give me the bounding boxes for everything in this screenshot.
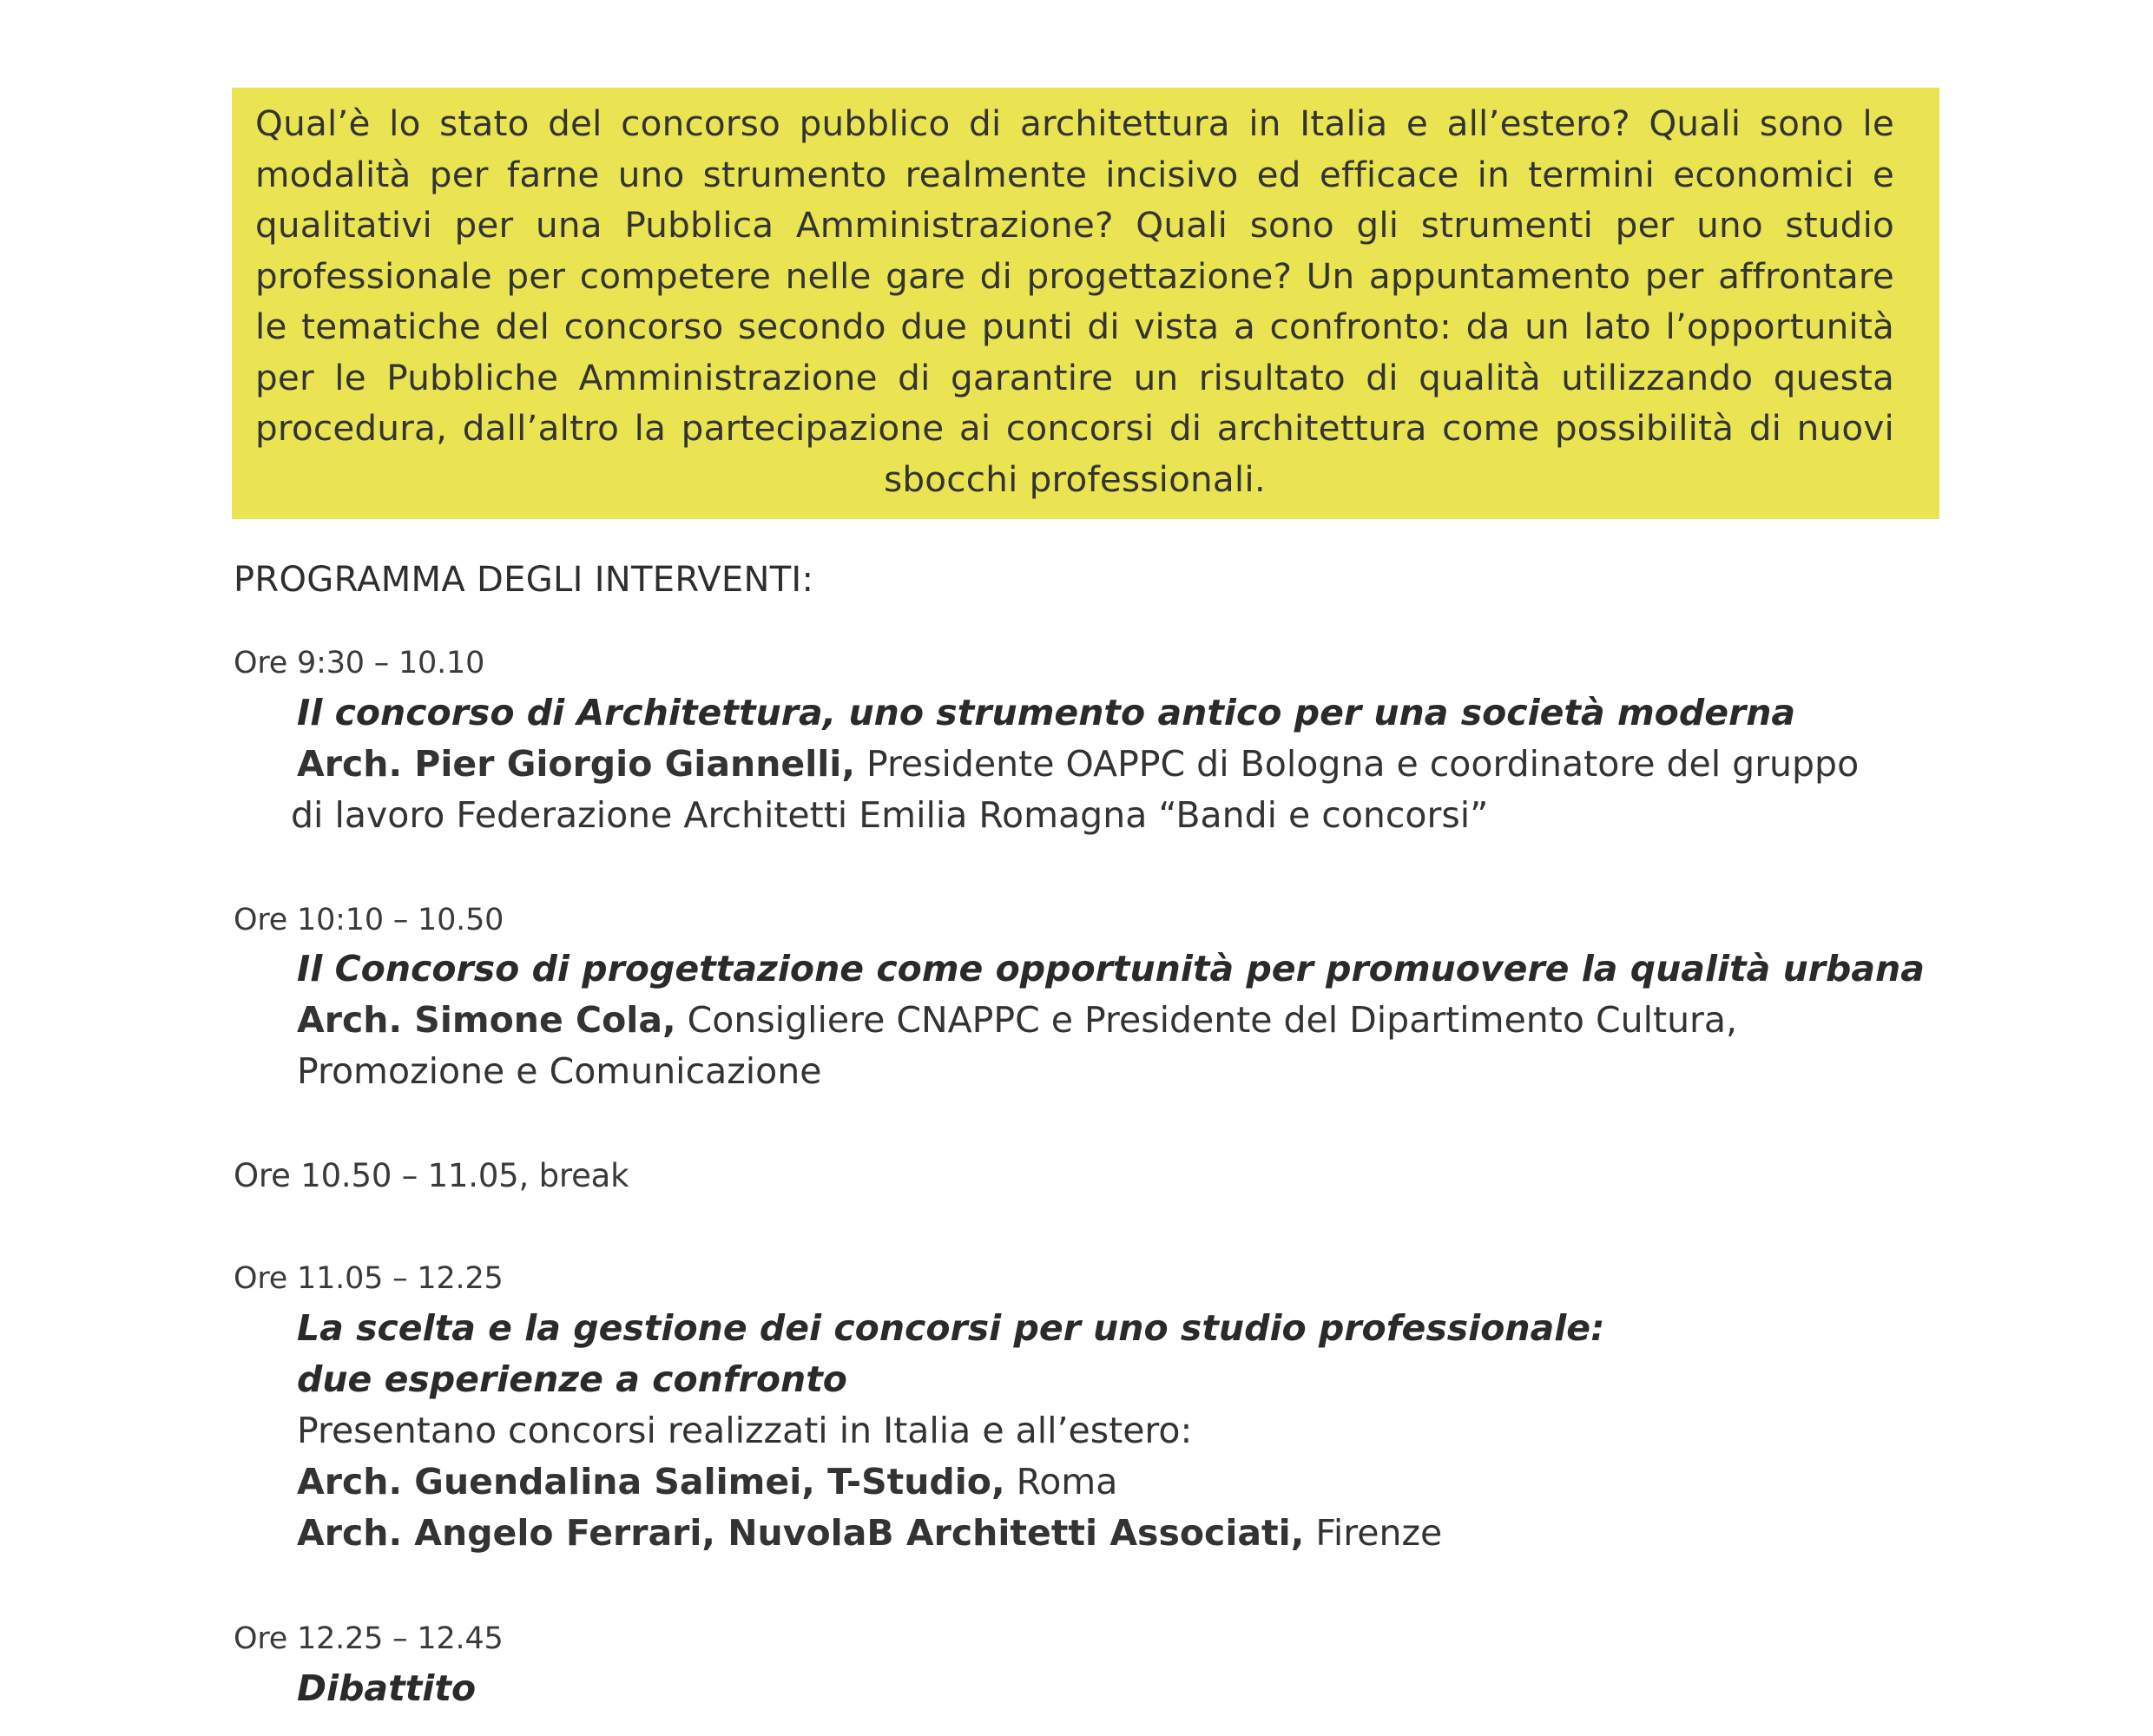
- speaker-role-continued: Promozione e Comunicazione: [297, 1050, 822, 1092]
- speaker-name: Arch. Pier Giorgio Giannelli,: [297, 743, 855, 785]
- session-speaker-line: [297, 739, 1859, 789]
- session-title: La scelta e la gestione dei concorsi per uno studio professionale:: [297, 1307, 1605, 1349]
- speaker-role: Presidente OAPPC di Bologna e coordinatore del gruppo: [854, 743, 1860, 785]
- session-time: Ore 11.05 – 12.25: [234, 1261, 504, 1296]
- intro-text: Qual’è lo stato del concorso pubblico di architettura in Italia e all’estero? Quali sono le modalità per farne uno strumento realmente incisivo ed efficace in termini economici e qualitativi per una Pubblica Amministrazione? Quali sono gli strumenti per uno studio professionale per competere nelle gare di progettazione? Un appuntamento per affrontare le tematiche del concorso secondo due punti di vista a confronto: da un lato l’opportunità per le Pubbliche Amministrazione di garantire un risultato di qualità utilizzando questa procedura, dall’altro la partecipazione ai concorsi di architettura come possibilità di nuovi sbocchi professionali.: [255, 102, 1894, 500]
- speaker-role: Consigliere CNAPPC e Presidente del Dipartimento Cultura,: [675, 999, 1738, 1041]
- speaker-name: Arch. Guendalina Salimei, T-Studio,: [297, 1461, 1005, 1503]
- session-speaker-line: [297, 1457, 1117, 1507]
- intro-box: [232, 88, 1939, 519]
- session-speaker-line: [297, 995, 1737, 1045]
- speaker-role-continued: di lavoro Federazione Architetti Emilia Romagna “Bandi e concorsi”: [291, 794, 1489, 836]
- speaker-name: Arch. Angelo Ferrari, NuvolaB Architetti Associati,: [297, 1512, 1305, 1554]
- speaker-name: Arch. Simone Cola,: [297, 999, 676, 1041]
- session-title: Dibattito: [297, 1667, 477, 1709]
- speaker-city: Firenze: [1304, 1512, 1443, 1554]
- speaker-city: Roma: [1004, 1461, 1118, 1503]
- session-time: Ore 12.25 – 12.45: [234, 1621, 504, 1656]
- session-title: Il Concorso di progettazione come opportunità per promuovere la qualità urbana: [297, 948, 1925, 990]
- session-time: Ore 10:10 – 10.50: [234, 903, 504, 937]
- session-time: Ore 9:30 – 10.10: [234, 646, 485, 681]
- session-title-continued: due esperienze a confronto: [297, 1358, 847, 1400]
- program-heading: PROGRAMMA DEGLI INTERVENTI:: [234, 560, 814, 600]
- session-title: Il concorso di Architettura, uno strumento antico per una società moderna: [297, 692, 1796, 733]
- session-time: Ore 10.50 – 11.05, break: [234, 1157, 629, 1194]
- session-intro-line: Presentano concorsi realizzati in Italia e all’estero:: [297, 1410, 1193, 1451]
- session-speaker-line: [297, 1508, 1442, 1558]
